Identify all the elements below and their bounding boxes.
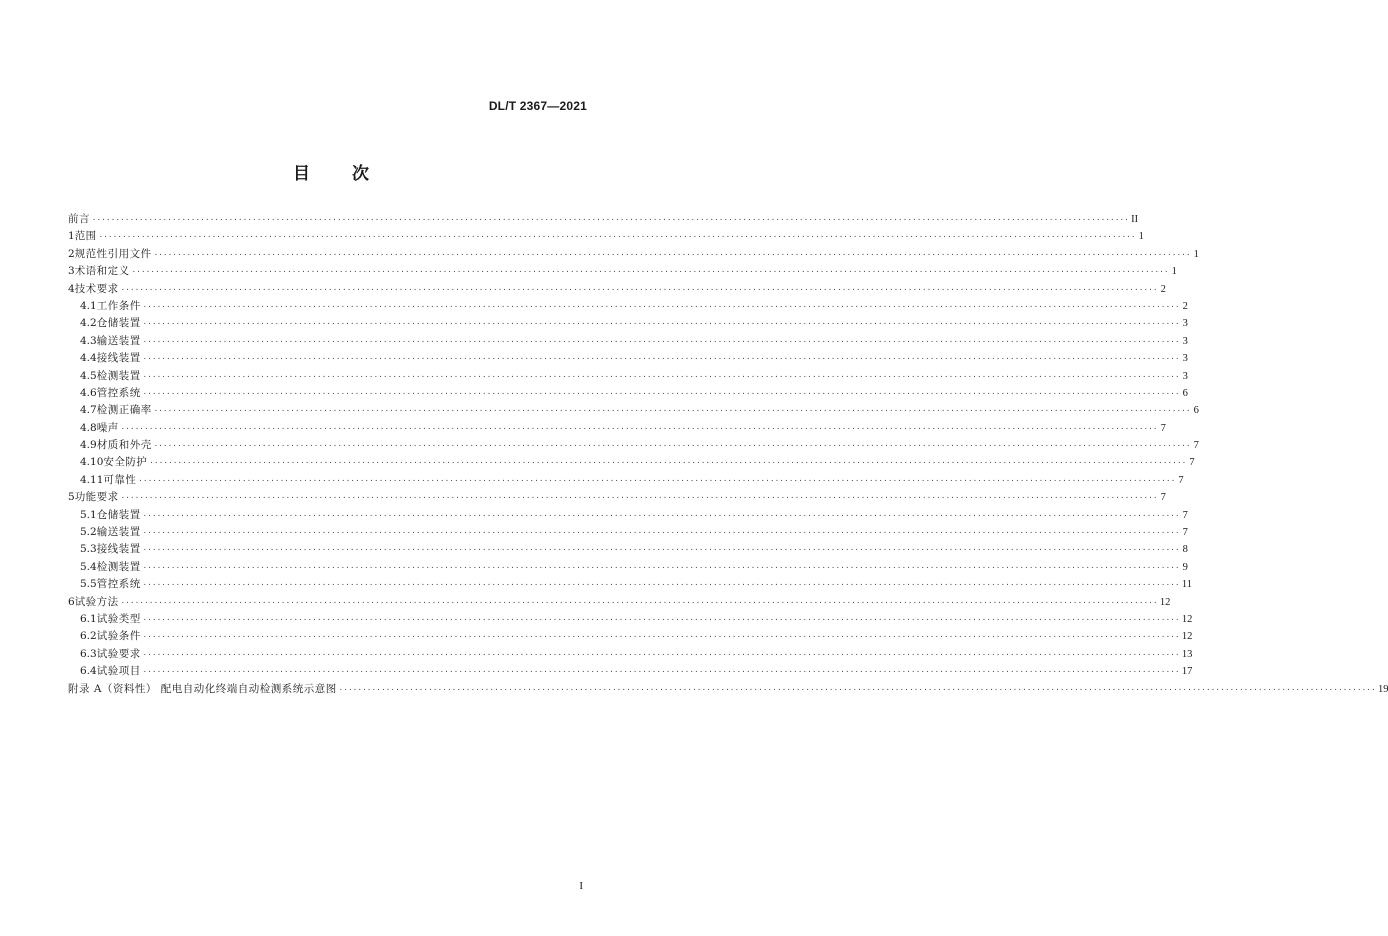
toc-leader-dots: ···························································································································································································································· [142, 302, 1180, 311]
toc-entry-title: 技术要求 [74, 282, 119, 295]
toc-entry-title: 附录 A（资料性） 配电自动化终端自动检测系统示意图 [68, 682, 337, 695]
toc-entry-title: 试验类型 [96, 612, 141, 625]
toc-entry-page: 7 [1178, 474, 1184, 486]
toc-entry-page: 12 [1159, 596, 1171, 608]
toc-leader-dots: ···························································································································································································································· [142, 529, 1180, 538]
toc-entry-page: 3 [1182, 353, 1188, 365]
toc-entry-title: 接线装置 [96, 543, 141, 556]
toc-entry-page: 3 [1182, 335, 1188, 347]
toc-entry-page: 2 [1182, 300, 1188, 312]
toc-entry-number: 4.6 [80, 386, 97, 399]
toc-entry-number: 4.9 [80, 439, 97, 452]
toc-entry-number: 6.2 [80, 630, 97, 643]
toc-entry-number: 5.1 [80, 508, 97, 521]
toc-leader-dots: ···························································································································································································································· [338, 685, 1376, 694]
toc-entry-number: 6.4 [80, 665, 97, 678]
toc-entry-number: 5.3 [80, 543, 97, 556]
toc-entry-page: 7 [1189, 457, 1195, 469]
toc-entry-title: 安全防护 [103, 456, 148, 469]
toc-leader-dots: ···························································································································································································································· [142, 615, 1180, 624]
toc-entry[interactable] [68, 437, 1199, 454]
toc-entry[interactable] [68, 211, 1139, 228]
toc-entry[interactable] [68, 350, 1188, 367]
document-code: DL/T 2367—2021 [488, 99, 587, 113]
toc-entry-title: 规范性引用文件 [74, 247, 152, 260]
toc-entry-title: 术语和定义 [74, 265, 130, 278]
toc-entry[interactable] [68, 524, 1188, 541]
page-number: I [579, 880, 583, 892]
toc-entry[interactable] [68, 402, 1199, 419]
toc-heading-char-2: 次 [352, 164, 369, 184]
toc-entry[interactable] [68, 489, 1166, 506]
toc-entry-page: 13 [1181, 648, 1193, 660]
toc-entry[interactable] [68, 594, 1171, 611]
toc-entry-title: 检测装置 [96, 560, 141, 573]
toc-entry-title: 工作条件 [96, 299, 141, 312]
toc-entry-number: 6.1 [80, 612, 97, 625]
toc-entry[interactable] [68, 454, 1195, 471]
toc-entry-title: 试验要求 [96, 647, 141, 660]
toc-entry[interactable] [68, 315, 1188, 332]
toc-entry-number: 5 [68, 491, 75, 504]
toc-entry-title: 噪声 [96, 421, 119, 434]
toc-entry-number: 4.11 [80, 473, 104, 486]
toc-heading-char-1: 目 [293, 164, 310, 184]
toc-entry[interactable] [68, 228, 1144, 245]
toc-entry-page: 3 [1182, 370, 1188, 382]
toc-entry-title: 功能要求 [74, 491, 119, 504]
toc-entry-number: 4.4 [80, 352, 97, 365]
toc-entry-title: 试验条件 [96, 630, 141, 643]
toc-leader-dots: ···························································································································································································································· [149, 459, 1187, 468]
toc-entry-number: 4.5 [80, 369, 97, 382]
toc-entry-page: 6 [1193, 405, 1199, 417]
toc-entry-page: 7 [1193, 440, 1199, 452]
toc-entry-page: 6 [1182, 387, 1188, 399]
toc-entry-number: 4.3 [80, 334, 97, 347]
toc-leader-dots: ···························································································································································································································· [120, 598, 1158, 607]
toc-entry[interactable] [68, 246, 1199, 263]
toc-leader-dots: ···························································································································································································································· [120, 494, 1158, 503]
toc-entry-page: 7 [1182, 509, 1188, 521]
toc-leader-dots: ···························································································································································································································· [142, 320, 1180, 329]
toc-leader-dots: ···························································································································································································································· [153, 407, 1191, 416]
toc-entry-page: II [1131, 214, 1139, 225]
toc-entry-title: 可靠性 [103, 473, 137, 486]
toc-entry-number: 4.10 [80, 456, 104, 469]
toc-leader-dots: ···························································································································································································································· [142, 563, 1180, 572]
toc-leader-dots: ···························································································································································································································· [142, 668, 1180, 677]
toc-heading [0, 159, 662, 184]
toc-entry-page: 7 [1160, 492, 1166, 504]
toc-entry-number: 5.4 [80, 560, 97, 573]
toc-entry-number: 1 [68, 230, 75, 243]
toc-entry[interactable] [68, 611, 1193, 628]
toc-leader-dots: ···························································································································································································································· [142, 633, 1180, 642]
toc-entry[interactable] [68, 420, 1166, 437]
toc-entry-number: 3 [68, 265, 75, 278]
toc-entry-title: 检测正确率 [96, 404, 152, 417]
toc-entry-number: 6.3 [80, 647, 97, 660]
toc-leader-dots: ···························································································································································································································· [142, 355, 1180, 364]
toc-entry-page: 17 [1181, 666, 1193, 678]
toc-entry-number: 4.8 [80, 421, 97, 434]
toc-leader-dots: ···························································································································································································································· [142, 581, 1180, 590]
toc-entry-page: 12 [1181, 613, 1193, 625]
toc-entry-number: 5.5 [80, 578, 97, 591]
toc-entry[interactable] [68, 333, 1188, 350]
toc-entry-number: 4 [68, 282, 75, 295]
toc-entry-title: 仓储装置 [96, 508, 141, 521]
toc-leader-dots: ···························································································································································································································· [92, 216, 1130, 224]
toc-entry-title: 接线装置 [96, 352, 141, 365]
toc-entry[interactable] [68, 681, 1388, 698]
toc-entry[interactable] [68, 281, 1166, 298]
toc-entry-number: 4.7 [80, 404, 97, 417]
toc-entry-title: 管控系统 [96, 386, 141, 399]
toc-leader-dots: ···························································································································································································································· [153, 250, 1191, 259]
toc-entry-title: 检测装置 [96, 369, 141, 382]
toc-entry-title: 范围 [74, 230, 97, 243]
toc-leader-dots: ···························································································································································································································· [142, 650, 1180, 659]
toc-entry-title: 输送装置 [96, 526, 141, 539]
toc-entry-page: 9 [1182, 561, 1188, 573]
toc-entry-page: 1 [1171, 266, 1177, 278]
toc-leader-dots: ···························································································································································································································· [142, 372, 1180, 381]
toc-entry[interactable] [68, 472, 1184, 489]
toc-leader-dots: ···························································································································································································································· [98, 233, 1136, 242]
toc-entry[interactable] [68, 576, 1192, 593]
toc-entry[interactable] [68, 385, 1188, 402]
toc-entry-number: 6 [68, 595, 75, 608]
toc-entry-page: 11 [1181, 579, 1192, 591]
toc-leader-dots: ···························································································································································································································· [120, 424, 1158, 433]
toc-leader-dots: ···························································································································································································································· [142, 546, 1180, 555]
toc-entry-page: 1 [1193, 248, 1199, 260]
toc-leader-dots: ···························································································································································································································· [142, 389, 1180, 398]
toc-entry-title: 试验项目 [96, 665, 141, 678]
toc-entry-page: 7 [1182, 527, 1188, 539]
toc-entry[interactable] [68, 263, 1177, 280]
toc-entry-title: 仓储装置 [96, 317, 141, 330]
table-of-contents [68, 211, 1388, 698]
toc-entry-number: 4.1 [80, 299, 97, 312]
toc-entry-number: 5.2 [80, 526, 97, 539]
toc-entry-title: 输送装置 [96, 334, 141, 347]
toc-entry-title: 材质和外壳 [96, 439, 152, 452]
toc-entry[interactable] [68, 368, 1188, 385]
toc-entry-number: 2 [68, 247, 75, 260]
toc-entry-page: 12 [1181, 631, 1193, 643]
toc-entry-title: 试验方法 [74, 595, 119, 608]
toc-entry[interactable] [68, 507, 1188, 524]
toc-entry[interactable] [68, 646, 1193, 663]
toc-entry-page: 7 [1160, 422, 1166, 434]
toc-leader-dots: ···························································································································································································································· [142, 337, 1180, 346]
toc-entry[interactable] [68, 663, 1193, 680]
toc-entry-title: 前言 [68, 213, 90, 225]
toc-entry-page: 2 [1160, 283, 1166, 295]
toc-entry-page: 3 [1182, 318, 1188, 330]
toc-entry-number: 4.2 [80, 317, 97, 330]
toc-leader-dots: ···························································································································································································································· [120, 285, 1158, 294]
toc-leader-dots: ···························································································································································································································· [131, 268, 1169, 277]
toc-leader-dots: ···························································································································································································································· [153, 442, 1191, 451]
toc-entry[interactable] [68, 298, 1188, 315]
toc-leader-dots: ···························································································································································································································· [142, 511, 1180, 520]
toc-entry-page: 1 [1138, 231, 1144, 243]
toc-leader-dots: ···························································································································································································································· [138, 476, 1176, 485]
toc-entry[interactable] [68, 628, 1193, 645]
toc-entry[interactable] [68, 559, 1188, 576]
toc-entry[interactable] [68, 541, 1188, 558]
toc-entry-title: 管控系统 [96, 578, 141, 591]
toc-entry-page: 8 [1182, 544, 1188, 556]
toc-entry-page: 19 [1377, 683, 1388, 695]
